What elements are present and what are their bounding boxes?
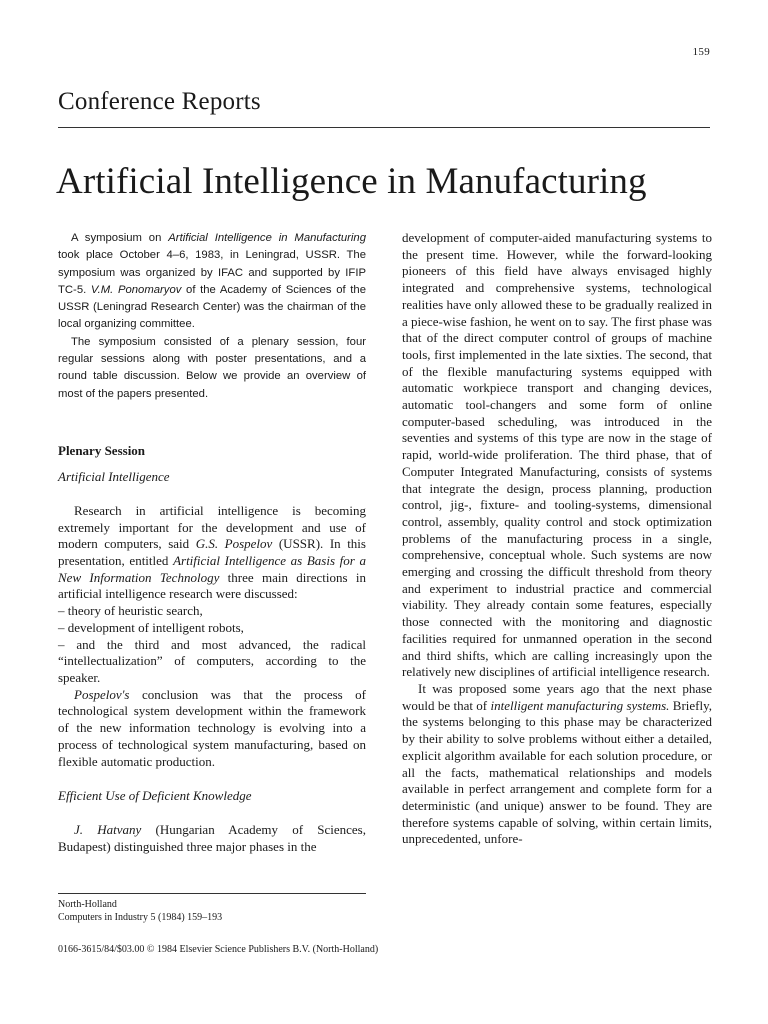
right-p2-text-1: It was proposed some years ago that the next phase would be that of	[402, 680, 712, 713]
list-item: – and the third and most advanced, the radical “intellectualization” of computers, according to the speaker.	[58, 636, 366, 685]
intro-text-1: A symposium on	[71, 232, 169, 244]
efficient-text: (Hungarian Academy of Sciences, Budapest) distinguished three major phases in the	[58, 822, 366, 854]
footer-divider	[58, 893, 366, 894]
right-p2-text-2: Briefly, the systems belonging to this phase may be characterized by their ability to solve problems without either a detailed, explicit algorithm available for each solution procedure, or all the facts, mathematical relationships and models available in perfect arrangement and complete form for a deterministic (and unique) answer to be found. They are therefore systems capable of solving, within certain limits, unprecedented, unfore-	[402, 697, 713, 847]
ai-p2-emphasis: Pospelov's	[74, 686, 130, 702]
intro-paragraph-2: The symposium consisted of a plenary session, four regular sessions along with poster presentations, and a round table discussion. Below we provide an overview of most of the papers presented.	[58, 335, 366, 400]
ai-emphasis-2: Artificial Intelligence as Basis for a New Information Technology	[58, 553, 366, 585]
efficient-paragraph-1	[58, 822, 366, 855]
section-title: Conference Reports	[58, 88, 261, 115]
ai-p2-text: conclusion was that the process of technological system development within the framework of the new information technology is evolving into a process of technological system manufacturing, based on flexible automatic production.	[58, 686, 366, 769]
right-p2-emphasis: intelligent manufacturing systems.	[490, 697, 670, 713]
right-paragraph-2	[402, 681, 712, 848]
ai-paragraph-2	[58, 687, 366, 771]
list-item: – development of intelligent robots,	[58, 619, 244, 635]
section-divider	[58, 127, 710, 128]
subheading-artificial-intelligence: Artificial Intelligence	[58, 468, 170, 484]
intro-text-3: of the Academy of Sciences of the USSR (Leningrad Research Center) was the chairman of the local organizing committee.	[58, 283, 366, 331]
subheading-efficient-use: Efficient Use of Deficient Knowledge	[58, 788, 252, 804]
ai-paragraph-1	[58, 503, 366, 603]
copyright-line: 0166-3615/84/$03.00 © 1984 Elsevier Science Publishers B.V. (North-Holland)	[58, 944, 379, 955]
intro-emphasis-2: V.M. Ponomaryov	[90, 283, 182, 296]
intro-paragraph-1	[58, 230, 366, 334]
footer-journal: Computers in Industry 5 (1984) 159–193	[58, 912, 223, 923]
ai-emphasis-1: G.S. Pospelov	[195, 536, 273, 552]
left-column	[58, 230, 366, 856]
intro-emphasis-1: Artificial Intelligence in Manufacturing	[168, 232, 366, 244]
heading-plenary-session: Plenary Session	[58, 442, 146, 458]
footer-block	[58, 898, 222, 924]
list-item: – theory of heuristic search,	[58, 603, 203, 619]
ai-text-3: three main directions in artificial intelligence research were discussed:	[58, 569, 366, 602]
page-number: 159	[692, 46, 710, 58]
intro-text-2: took place October 4–6, 1983, in Leningrad, USSR. The symposium was organized by IFAC and supported by IFIP TC-5.	[58, 249, 366, 296]
right-paragraph-1: development of computer-aided manufacturing systems to the present time. However, while the forward-looking pioneers of this field have always envisaged highly integrated and comprehensive systems, technological realities have only allowed these to be gradually realized in a piece-wise fashion, he went on to say. The first phase was that of the direct computer control of groups of machine tools, first implemented in the late sixties. The second, that of the flexible manufacturing systems equipped with automatic workpiece transport and changing devices, automatic tool-changers and some form of online computer-based scheduling, was introduced in the seventies and systems of this type are now in the stage of rapid, world-wide proliferation. The third phase, that of Computer Integrated Manufacturing, consists of systems that integrate the design, process planning, production control, jig-, fixture- and tooling-systems, dimensional control, assembly, quality control and stock optimization problems of the manufacturing process in a single, comprehensive, conceptual whole. Such systems are now emerging and crossing the difficult threshold from theory and experiment to industrial practice and commercial viability. They already contain some features, especially those connected with the monitoring and diagnostic facilities required for unmanned operation in the second and third shifts, which are calling increasingly upon the relatively new disciplines of artificial intelligence research.	[402, 230, 712, 680]
right-column	[402, 230, 712, 848]
ai-text-1: Research in artificial intelligence is becoming extremely important for the development and use of modern computers, said	[58, 502, 366, 552]
article-title: Artificial Intelligence in Manufacturing	[56, 161, 647, 202]
footer-publisher: North-Holland	[58, 899, 117, 910]
efficient-emphasis: J. Hatvany	[74, 822, 142, 838]
ai-text-2: (USSR). In this presentation, entitled	[58, 536, 366, 569]
